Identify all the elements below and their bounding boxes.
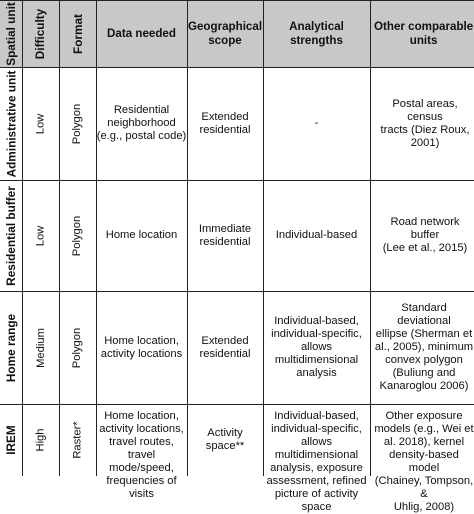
row-difficulty: Medium <box>34 327 47 368</box>
header-comparable-units: Other comparable units <box>374 19 474 47</box>
row-unit-home-range: Home range <box>4 313 18 382</box>
row-difficulty: Low <box>34 225 47 246</box>
grid-line <box>263 0 264 476</box>
row-comparable: Standard deviational ellipse (Sherman et al., 2005), minimum convex polygon (Buliung and Kanaroglou 2006) <box>374 302 474 392</box>
header-difficulty: Difficulty <box>33 8 48 59</box>
row-scope: Activity space** <box>205 427 245 452</box>
row-data-needed: Home location, activity locations, travel routes, travel mode/speed, frequencies of visits <box>99 410 184 500</box>
row-data-needed: Home location, activity locations <box>100 334 183 360</box>
row-scope: Extended residential <box>199 110 251 136</box>
row-scope: Extended residential <box>199 334 251 360</box>
header-format: Format <box>70 13 85 54</box>
row-unit-administrative: Administrative unit <box>4 70 18 177</box>
row-format: Polygon <box>71 215 84 256</box>
grid-line <box>59 0 60 476</box>
header-spatial-unit: Spatial unit <box>4 1 19 66</box>
header-geographical-scope: Geographical scope <box>187 19 263 47</box>
row-data-needed: Residential neighborhood (e.g., postal code) <box>96 104 187 142</box>
row-format: Raster* <box>71 421 84 459</box>
row-data-needed: Home location <box>105 229 178 241</box>
row-strengths: Individual-based, individual-specific, allows multidimensional analysis <box>271 315 362 379</box>
grid-line <box>0 0 474 1</box>
grid-line <box>187 0 188 476</box>
grid-line <box>0 291 474 292</box>
grid-line <box>0 180 474 181</box>
row-comparable: Postal areas, census tracts (Diez Roux, 2001) <box>380 97 470 149</box>
row-comparable: Road network buffer (Lee et al., 2015) <box>382 216 468 254</box>
header-analytical-strengths: Analytical strengths <box>289 19 344 47</box>
row-strengths: Individual-based, individual-specific, allows multidimensional analysis, exposure assessment, refined picture of activity space <box>266 410 367 513</box>
row-format: Polygon <box>71 327 84 368</box>
row-format: Polygon <box>71 103 84 144</box>
row-difficulty: High <box>34 428 47 452</box>
row-strengths: Individual-based <box>275 229 358 241</box>
row-unit-irem: IREM <box>4 425 18 455</box>
grid-line <box>0 404 474 405</box>
row-strengths: - <box>314 117 319 129</box>
row-difficulty: Low <box>34 113 47 134</box>
row-comparable: Other exposure models (e.g., Wei et al. 2018), kernel density-based model (Chainey, Tompson, & Uhlig, 2008) <box>374 410 474 513</box>
row-scope: Immediate residential <box>198 222 252 248</box>
grid-line <box>96 0 97 476</box>
grid-line <box>0 67 474 68</box>
header-data-needed: Data needed <box>107 26 176 40</box>
grid-line <box>22 0 23 476</box>
row-unit-residential-buffer: Residential buffer <box>4 185 19 286</box>
grid-line <box>370 0 371 476</box>
